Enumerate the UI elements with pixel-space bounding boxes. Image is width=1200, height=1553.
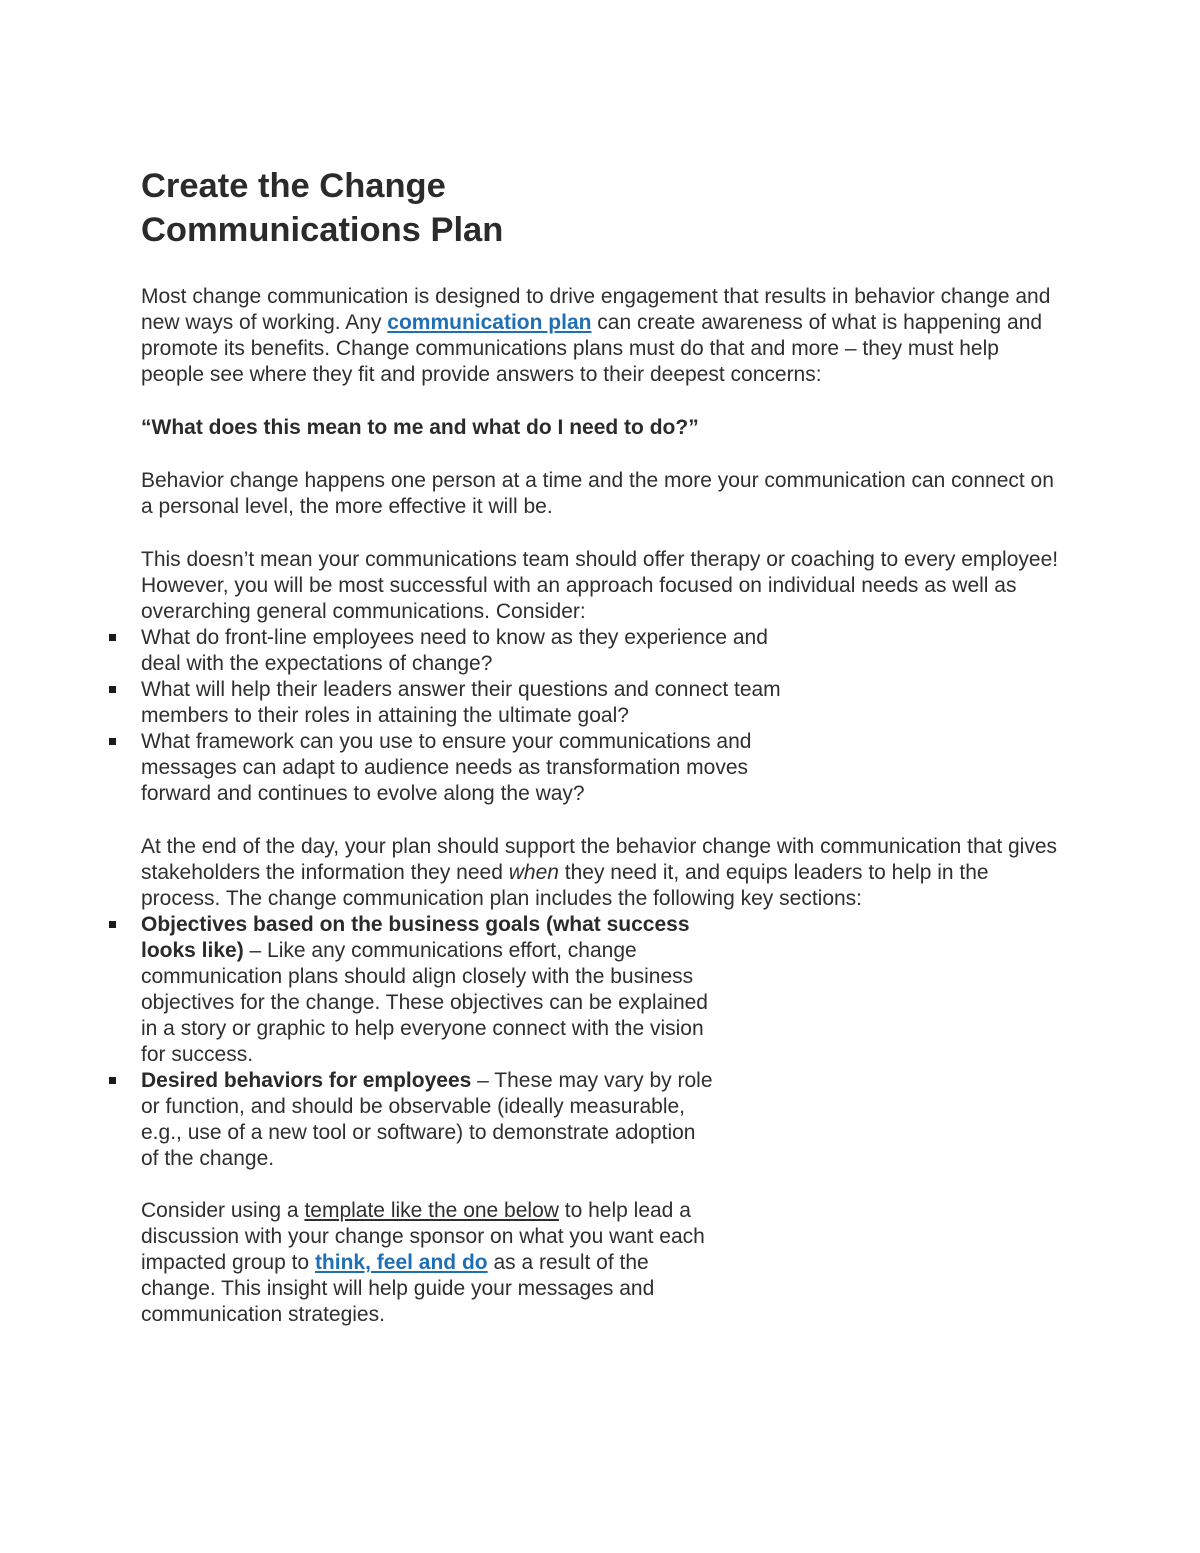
intro-text-after: can create awareness of what is happening and promote its benefits. Change communications plans must do that and more – they must help people see where they fit and provide answers to their deepest concerns:	[141, 311, 1043, 386]
list-item-desired-behaviors	[141, 1068, 716, 1328]
key-question: “What does this mean to me and what do I need to do?”	[141, 416, 699, 439]
list-item: What will help their leaders answer their questions and connect team members to their roles in attaining the ultimate goal?	[141, 677, 781, 729]
objectives-heading: Objectives based on the business goals (what success looks like)	[141, 913, 690, 962]
emphasis-when: when	[508, 861, 559, 884]
intro-text-before: Most change communication is designed to drive engagement that results in behavior change and new ways of working. Any	[141, 285, 1051, 334]
consider-list	[141, 625, 781, 807]
behavior-paragraph: Behavior change happens one person at a time and the more your communication can connect on a personal level, the more effective it will be.	[141, 469, 1054, 518]
title-line-1: Create the Change	[141, 167, 446, 205]
objectives-text: – Like any communications effort, change communication plans should align closely with the business objectives for the change. These objectives can be explained in a story or graphic to help everyone connect with the vision for success.	[141, 939, 708, 1066]
list-item-objectives	[141, 912, 716, 1068]
document-page	[141, 164, 1061, 1328]
template-reference: template like the one below	[304, 1199, 559, 1222]
communication-plan-link[interactable]: communication plan	[387, 311, 592, 334]
end-of-day-paragraph: At the end of the day, your plan should support the behavior change with communication that gives stakeholders the information they need when they need it, and equips leaders to help in the process. The change communication plan includes the following key sections:	[141, 835, 1058, 910]
therapy-paragraph: This doesn’t mean your communications team should offer therapy or coaching to every employee! However, you will be most successful with an approach focused on individual needs as well as overarching general communications. Consider:	[141, 548, 1059, 623]
desired-behaviors-heading: Desired behaviors for employees	[141, 1069, 472, 1092]
desired-behaviors-text: – These may vary by role or function, and should be observable (ideally measurable, e.g., use of a new tool or software) to demonstrate adoption of the change.	[141, 1069, 713, 1170]
list-item: What framework can you use to ensure your communications and messages can adapt to audience needs as transformation moves forward and continues to evolve along the way?	[141, 729, 781, 807]
think-feel-do-link[interactable]: think, feel and do	[314, 1251, 488, 1274]
list-item: What do front-line employees need to know as they experience and deal with the expectations of change?	[141, 625, 781, 677]
square-bullet-icon	[109, 921, 116, 928]
template-paragraph: Consider using a template like the one below to help lead a discussion with your change sponsor on what you want each impacted group to think, feel and do as a result of the change. This insight will help guide your messages and communication strategies.	[141, 1199, 705, 1326]
intro-paragraph	[141, 284, 1061, 388]
page-title	[141, 164, 1061, 252]
sections-list	[141, 912, 716, 1328]
square-bullet-icon	[109, 686, 116, 693]
title-line-2: Communications Plan	[141, 211, 504, 249]
square-bullet-icon	[109, 1077, 116, 1084]
square-bullet-icon	[109, 634, 116, 641]
square-bullet-icon	[109, 738, 116, 745]
